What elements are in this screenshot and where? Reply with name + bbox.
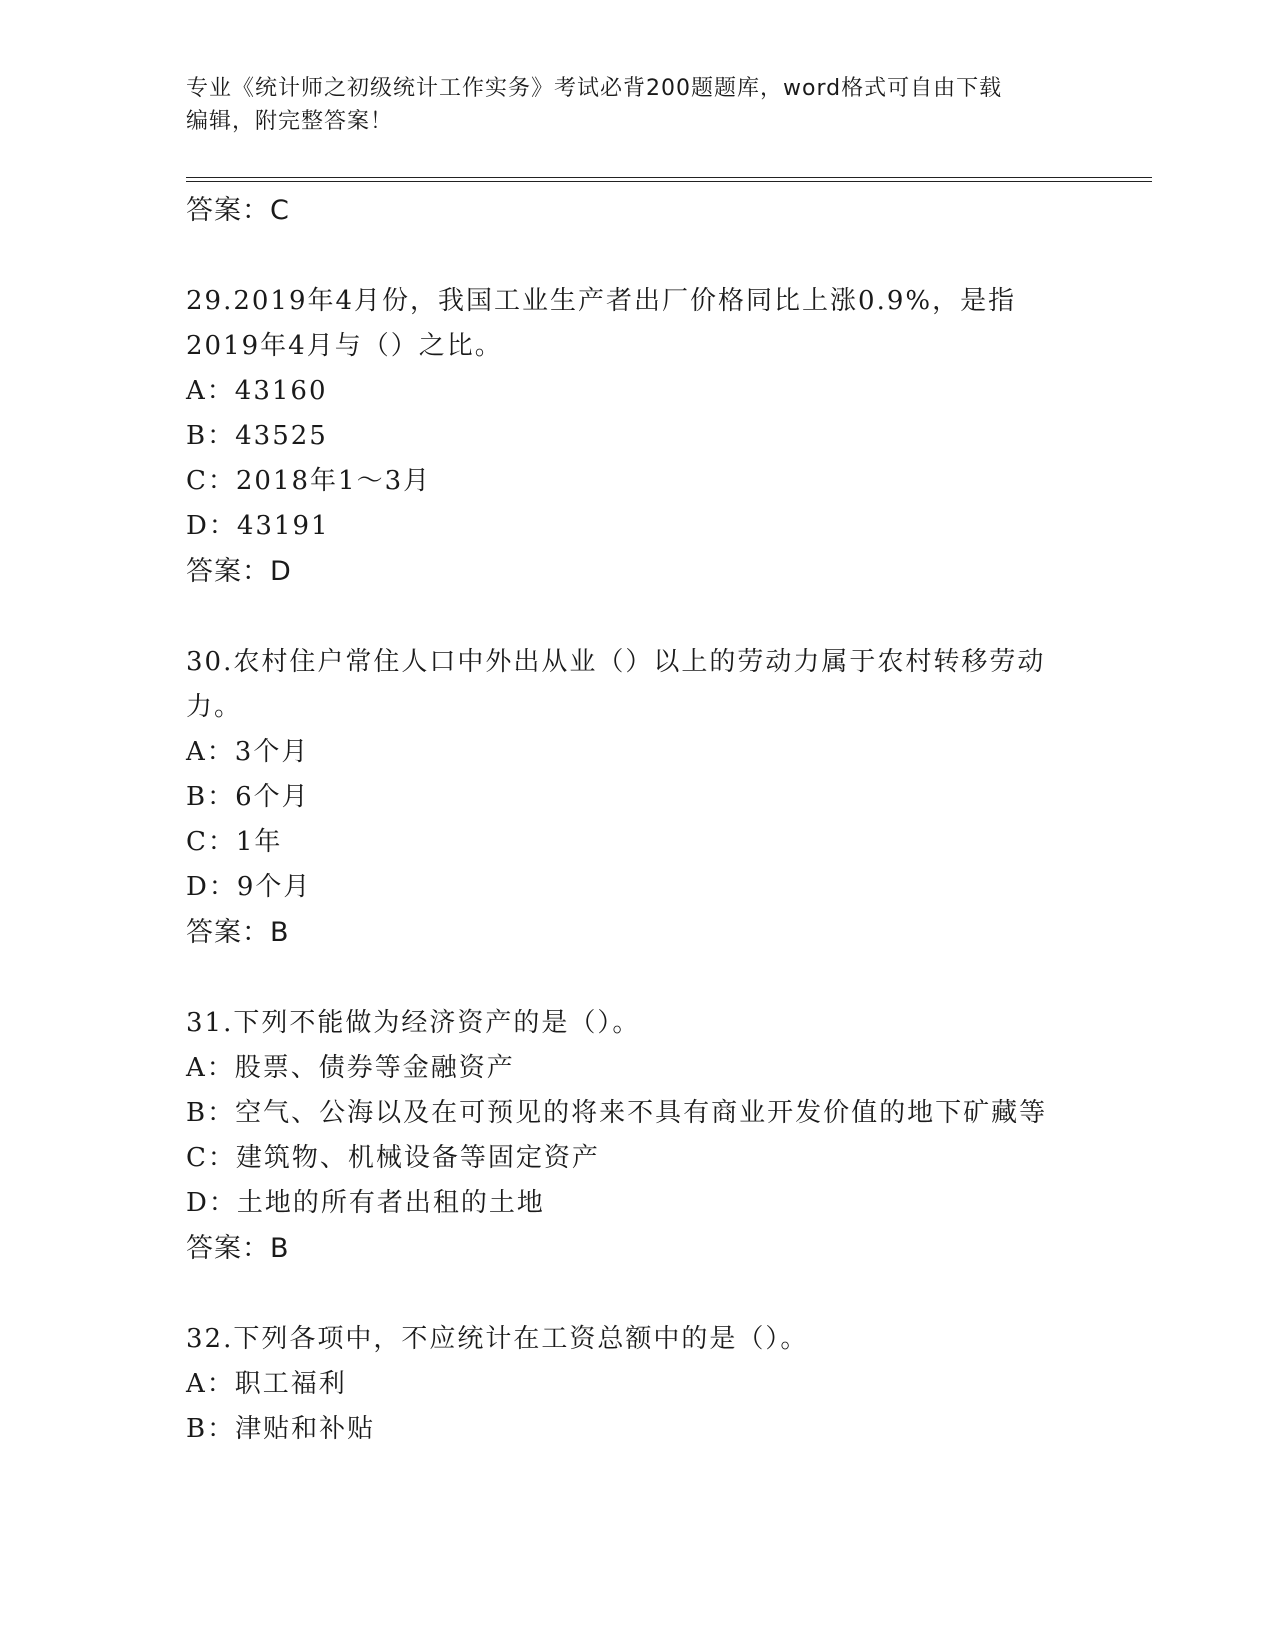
question-30 [186,640,1116,955]
question-29-text-2: 2019年4月与（）之比。 [186,331,503,361]
header-line-1: 专业《统计师之初级统计工作实务》考试必背200题题库，word格式可自由下载 [186,76,1003,101]
option-29-a: A：43160 [186,376,328,406]
option-30-d: D：9个月 [186,872,312,902]
option-29-d: D：43191 [186,511,330,541]
answer-29: 答案：D [186,556,292,587]
option-30-c: C：1年 [186,827,283,857]
question-29-text-1: 29.2019年4月份，我国工业生产者出厂价格同比上涨0.9%，是指 [186,286,1017,316]
option-30-a: A：3个月 [186,737,310,767]
option-31-c: C：建筑物、机械设备等固定资产 [186,1143,600,1173]
document-header [186,72,1066,138]
option-31-b: B：空气、公海以及在可预见的将来不具有商业开发价值的地下矿藏等 [186,1098,1048,1128]
option-31-d: D：土地的所有者出租的土地 [186,1188,545,1218]
header-rule-top [186,177,1152,178]
question-29 [186,279,1116,594]
option-31-a: A：股票、债券等金融资产 [186,1053,515,1083]
question-30-text-2: 力。 [186,692,243,722]
answer-31: 答案：B [186,1233,290,1264]
option-32-a: A：职工福利 [186,1369,347,1399]
option-29-c: C：2018年1～3月 [186,466,432,496]
header-line-2: 编辑，附完整答案！ [186,109,394,134]
option-30-b: B：6个月 [186,782,310,812]
option-32-b: B：津贴和补贴 [186,1414,376,1444]
document-body [186,188,1116,1452]
option-29-b: B：43525 [186,421,328,451]
question-30-text-1: 30.农村住户常住人口中外出从业（）以上的劳动力属于农村转移劳动 [186,647,1046,677]
question-31-text-1: 31.下列不能做为经济资产的是（）。 [186,1008,641,1038]
question-32-text-1: 32.下列各项中，不应统计在工资总额中的是（）。 [186,1324,809,1354]
question-31 [186,1001,1116,1271]
header-rule-bottom [186,181,1152,182]
answer-28: 答案：C [186,195,290,226]
answer-30: 答案：B [186,917,290,948]
question-32 [186,1317,1116,1452]
